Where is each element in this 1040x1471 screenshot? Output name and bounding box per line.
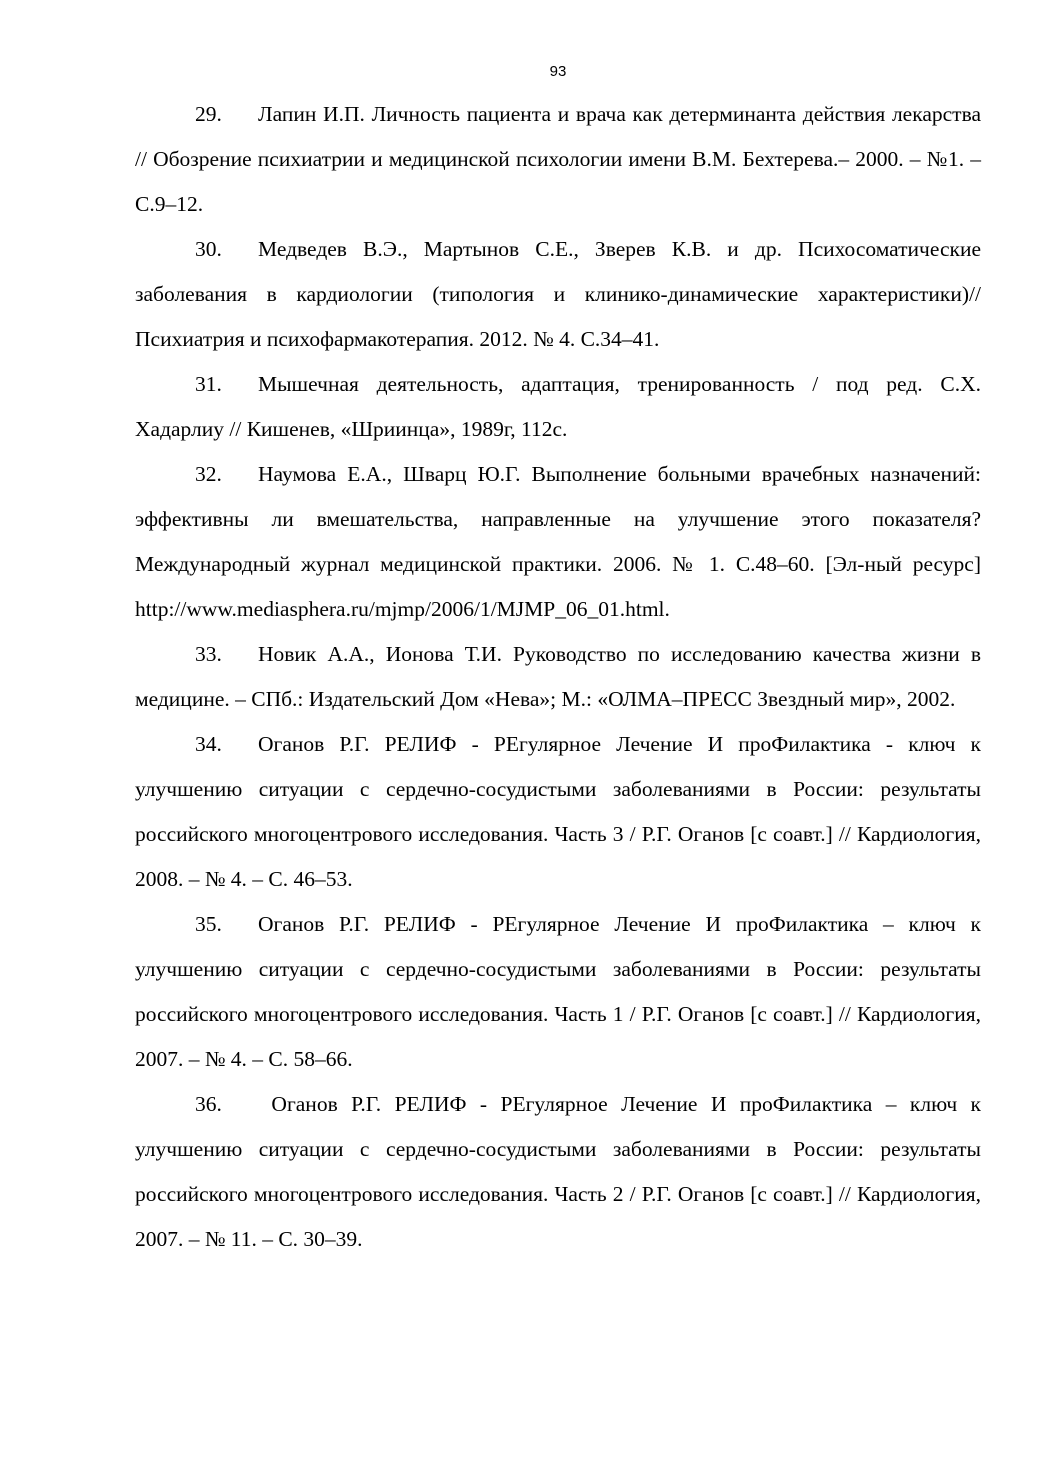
reference-number: 32. [195,462,222,486]
reference-number: 30. [195,237,222,261]
reference-text: Оганов Р.Г. РЕЛИФ - РЕгулярное Лечение И проФилактика – ключ к улучшению ситуации с сердечно-сосудистыми заболеваниями в России: результаты российского многоцентрового исследования. Часть 1 / Р.Г. Оганов [с соавт.] // Кардиология, 2007. – № 4. – С. 58–66. [135,912,981,1071]
reference-number: 34. [195,732,222,756]
reference-text: Наумова Е.А., Шварц Ю.Г. Выполнение больными врачебных назначений: эффективны ли вмешательства, направленные на улучшение этого показателя? Международный журнал медицинской практики. 2006. № 1. С.48–60. [Эл-ный ресурс] http://www.mediasphera.ru/mjmp/2006/1/MJMP_06_01.html. [135,462,981,621]
reference-item [135,902,981,1082]
reference-text: Медведев В.Э., Мартынов С.Е., Зверев К.В. и др. Психосоматические заболевания в кардиологии (типология и клинико-динамические характеристики)// Психиатрия и психофармакотерапия. 2012. № 4. С.34–41. [135,237,981,351]
reference-item [135,227,981,362]
reference-item [135,362,981,452]
page-number: 93 [549,63,567,80]
reference-item [135,722,981,902]
reference-number: 29. [195,102,222,126]
reference-number: 31. [195,372,222,396]
reference-item [135,632,981,722]
reference-item [135,1082,981,1262]
reference-number: 33. [195,642,222,666]
reference-text: Мышечная деятельность, адаптация, тренированность / под ред. С.Х. Хадарлиу // Кишенев, «Шриинца», 1989г, 112с. [135,372,981,441]
reference-text: Лапин И.П. Личность пациента и врача как детерминанта действия лекарства // Обозрение психиатрии и медицинской психологии имени В.М. Бехтерева.– 2000. – №1. – С.9–12. [135,102,981,216]
reference-item [135,452,981,632]
reference-list [135,92,981,1262]
reference-text: Оганов Р.Г. РЕЛИФ - РЕгулярное Лечение И проФилактика – ключ к улучшению ситуации с сердечно-сосудистыми заболеваниями в России: результаты российского многоцентрового исследования. Часть 2 / Р.Г. Оганов [с соавт.] // Кардиология, 2007. – № 11. – С. 30–39. [135,1092,981,1251]
reference-text: Новик А.А., Ионова Т.И. Руководство по исследованию качества жизни в медицине. – СПб.: Издательский Дом «Нева»; М.: «ОЛМА–ПРЕСС Звездный мир», 2002. [135,642,981,711]
reference-text: Оганов Р.Г. РЕЛИФ - РЕгулярное Лечение И проФилактика - ключ к улучшению ситуации с сердечно-сосудистыми заболеваниями в России: результаты российского многоцентрового исследования. Часть 3 / Р.Г. Оганов [с соавт.] // Кардиология, 2008. – № 4. – С. 46–53. [135,732,981,891]
reference-number: 35. [195,912,222,936]
reference-item [135,92,981,227]
reference-number: 36. [195,1092,222,1116]
